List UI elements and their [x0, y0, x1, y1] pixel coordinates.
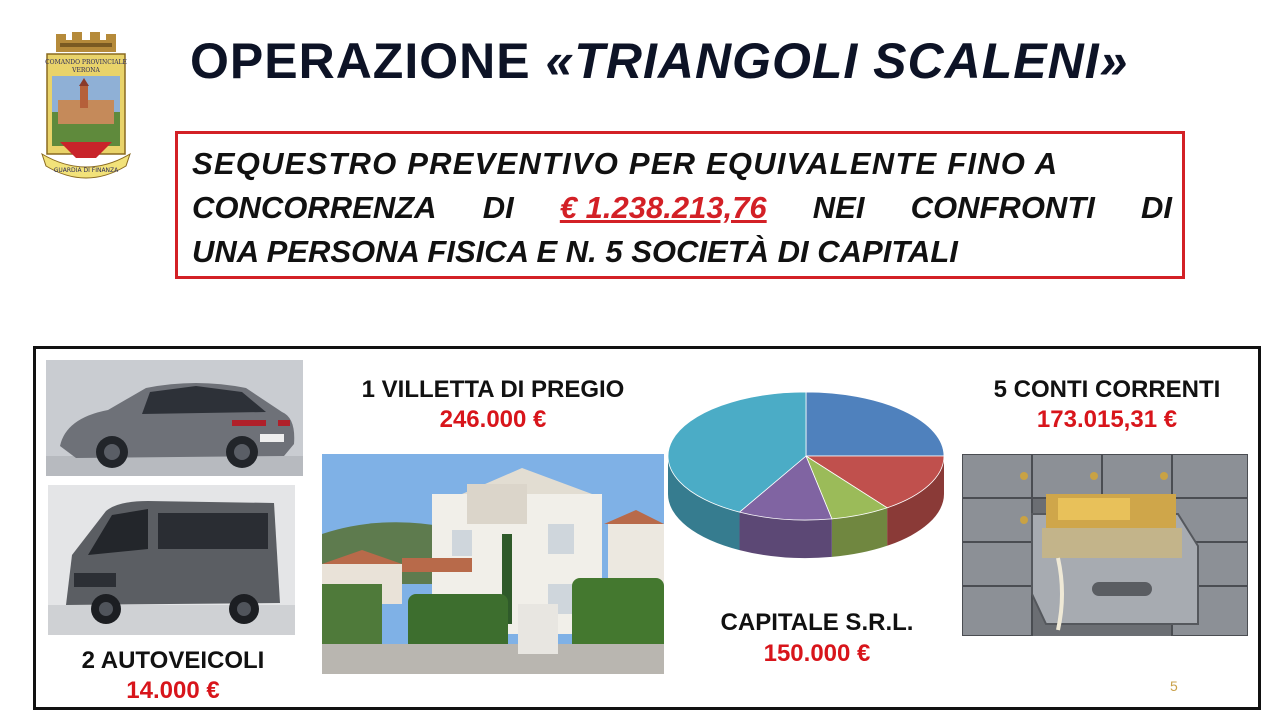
- pie-slice: [806, 392, 944, 456]
- vehicles-value: 14.000 €: [126, 677, 220, 704]
- safe-deposit-photo: [962, 454, 1248, 636]
- operation-name: «TRIANGOLI SCALENI»: [545, 33, 1129, 89]
- crown-icon: [56, 32, 116, 52]
- summary-word: CONFRONTI: [910, 190, 1095, 225]
- title-prefix: OPERAZIONE: [190, 33, 546, 89]
- car-photo: [46, 360, 303, 476]
- villa-photo: [322, 454, 664, 674]
- page-title: [190, 32, 1128, 90]
- van-photo: [48, 485, 295, 635]
- seized-amount: € 1.238.213,76: [559, 190, 767, 225]
- capital-value: 150.000 €: [763, 640, 871, 667]
- seizure-summary-box: [175, 131, 1185, 279]
- accounts-label: 5 CONTI CORRENTI: [993, 376, 1221, 403]
- summary-word: DI: [1141, 190, 1172, 225]
- guardia-di-finanza-crest: [30, 30, 142, 180]
- summary-word: DI: [482, 190, 514, 225]
- svg-text:VERONA: VERONA: [72, 67, 100, 74]
- vehicles-label: 2 AUTOVEICOLI: [81, 647, 265, 674]
- summary-line-1: SEQUESTRO PREVENTIVO PER EQUIVALENTE FINO A: [192, 146, 1059, 181]
- summary-line-2: [192, 190, 1172, 226]
- summary-word: CONCORRENZA: [192, 190, 437, 225]
- villa-value: 246.000 €: [439, 406, 547, 433]
- svg-text:GUARDIA DI FINANZA: GUARDIA DI FINANZA: [53, 167, 119, 174]
- svg-text:COMANDO PROVINCIALE: COMANDO PROVINCIALE: [45, 59, 127, 66]
- page-number: 5: [1170, 678, 1178, 694]
- summary-word: NEI: [812, 190, 865, 225]
- accounts-value: 173.015,31 €: [1036, 406, 1178, 433]
- capital-pie-chart: [664, 384, 960, 564]
- summary-line-3: UNA PERSONA FISICA E N. 5 SOCIETÀ DI CAPITALI: [192, 234, 958, 269]
- capital-label: CAPITALE S.R.L.: [720, 609, 914, 636]
- villa-label: 1 VILLETTA DI PREGIO: [361, 376, 625, 403]
